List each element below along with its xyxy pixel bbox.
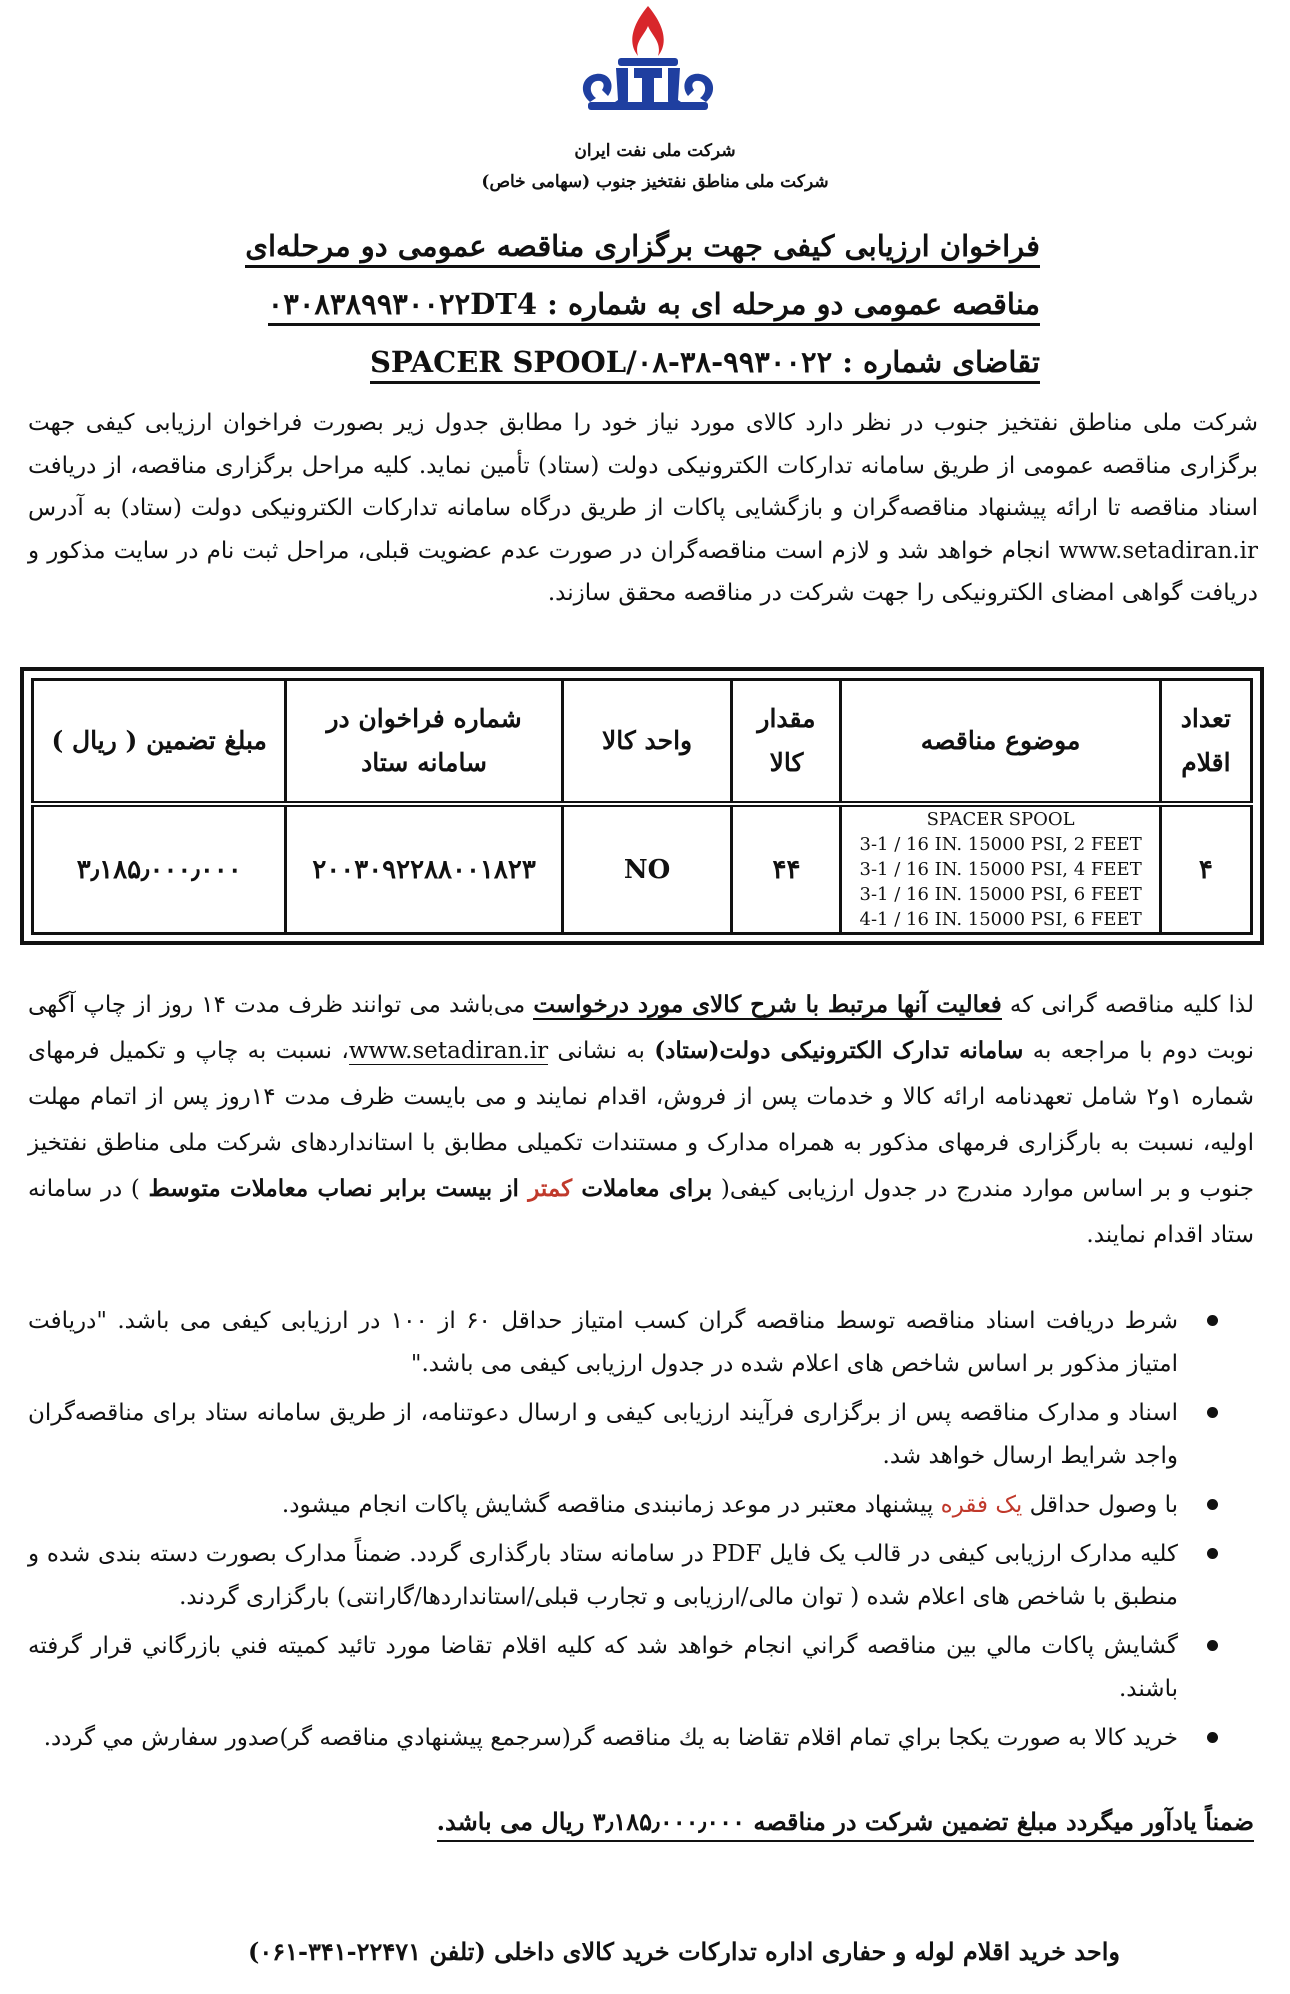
bullet-icon [1207,1315,1218,1326]
col-header-setad-number: شماره فراخوان در سامانه ستاد [286,680,562,805]
subject-item: 3-1 / 16 IN. 15000 PSI, 4 FEET [859,859,1142,880]
bullet-icon [1207,1732,1218,1743]
subject-title: SPACER SPOOL [926,809,1075,830]
body-setad-link[interactable]: www.setadiran.ir [348,1038,549,1064]
list-item: گشايش پاكات مالي بين مناقصه گراني انجام خواهد شد كه كليه اقلام تقاضا مورد تائيد كميته فني بازرگاني قرار گرفته باشند. [28,1625,1218,1711]
purchasing-unit-contact: واحد خرید اقلام لوله و حفاری اداره تدارکات خرید کالای داخلی (تلفن ۲۲۴۷۱-۳۴۱-۰۶۱) [247,1937,1120,1966]
bullet-icon [1207,1499,1218,1510]
intro-text-2: انجام خواهد شد و لازم است مناقصه‌گران در صورت عدم عضویت قبلی، مراحل ثبت نام در سایت مذکور و دریافت گواهی امضای الکترونیکی را جهت شرکت در مناقصه محقق سازند. [28,537,1258,606]
list-item: با وصول حداقل یک فقره پیشنهاد معتبر در موعد زمانبندی مناقصه گشایش پاکات انجام میشود. [28,1484,1218,1527]
tender-number-line [268,286,1040,322]
cell-guarantee: ۳٫۱۸۵٫۰۰۰٫۰۰۰ [33,804,286,934]
col-header-unit: واحد کالا [562,680,732,805]
setad-link[interactable]: www.setadiran.ir [1058,537,1258,564]
bullet-icon [1207,1407,1218,1418]
list-item: کلیه مدارک ارزیابی کیفی در قالب یک فایل PDF در سامانه ستاد بارگذاری گردد. ضمناً مدارک بصورت دسته بندی شده و منطبق با شاخص های اعلام شده ( توان مالی/ارزیابی و تجارب قبلی/استانداردها/گارانتی) بارگزاری گردند. [28,1533,1218,1619]
intro-text-1: شرکت ملی مناطق نفتخیز جنوب در نظر دارد کالای مورد نیاز خود را مطابق جدول زیر بصورت فراخوان ارزیابی کیفی جهت برگزاری مناقصه عمومی از طریق سامانه تدارکات الکترونیکی دولت (ستاد) تأمین نماید. کلیه مراحل برگزاری مناقصه، از دریافت اسناد مناقصه تا ارائه پیشنهاد مناقصه‌گران و بازگشایی پاکات از طریق درگاه سامانه تدارکات الکترونیکی دولت (ستاد) به آدرس [28,410,1258,521]
list-item: اسناد و مدارک مناقصه پس از برگزاری فرآیند ارزیابی کیفی و ارسال دعوتنامه، از طریق سامانه ستاد برای مناقصه‌گران واجد شرایط ارسال خواهد شد. [28,1392,1218,1478]
body-less-than: کمتر [528,1175,573,1202]
col-header-quantity: مقدار کالا [732,680,841,805]
request-number-label: تقاضای شماره : [832,345,1040,379]
body-setad-system: سامانه تدارک الکترونیکی دولت(ستاد) [654,1037,1024,1064]
list-item: خريد كالا به صورت يكجا براي تمام اقلام تقاضا به يك مناقصه گر(سرجمع پيشنهادي مناقصه گر)صدور سفارش مي گردد. [28,1717,1218,1760]
list-item: شرط دریافت اسناد مناقصه توسط مناقصه گران کسب امتیاز حداقل ۶۰ از ۱۰۰ در ارزیابی کیفی می باشد. "دریافت امتیاز مذکور بر اساس شاخص های اعلام شده در جدول ارزیابی کیفی می باشد." [28,1300,1218,1386]
request-number-line [370,344,1040,380]
body-paragraph [28,982,1254,1258]
intro-paragraph [28,402,1258,615]
bullet-icon [1207,1640,1218,1651]
tender-number-label: مناقصه عمومی دو مرحله ای به شماره : [537,287,1040,321]
body-text-4: ، نسبت به چاپ و تکمیل فرمهای شماره ۱و۲ شامل تعهدنامه ارائه کالا و خدمات پس از فروش، اقدام نمایند و می بایست ظرف مدت ۱۴روز پس از اتمام مهلت اولیه، نسبت به بارگزاری فرمهای مذکور به همراه مدارک و مستندات تکمیلی مطابق با استانداردهای شرکت ملی مناطق نفتخیز جنوب و بر اساس موارد مندرج در جدول ارزیابی کیفی( [28,1038,1254,1202]
subject-item: 3-1 / 16 IN. 15000 PSI, 6 FEET [859,884,1142,905]
subject-item: 3-1 / 16 IN. 15000 PSI, 2 FEET [859,834,1142,855]
guarantee-reminder: ضمناً یادآور میگردد مبلغ تضمین شرکت در مناقصه ۳٫۱۸۵٫۰۰۰٫۰۰۰ ریال می باشد. [437,1807,1254,1842]
cell-unit: NO [562,804,732,934]
cell-subject [841,804,1160,934]
cell-count: ۴ [1160,804,1251,934]
nioc-flame-logo-icon [568,2,728,117]
subject-item: 4-1 / 16 IN. 15000 PSI, 6 FEET [859,909,1142,930]
col-header-subject: موضوع مناقصه [841,680,1160,805]
cell-setad-number: ۲۰۰۳۰۹۲۲۸۸۰۰۱۸۲۳ [286,804,562,934]
body-text-5: ) در سامانه ستاد اقدام نمایند. [28,1176,1254,1248]
table-header-row [33,680,1252,805]
body-text-3: به نشانی [548,1038,655,1064]
notice-title [245,228,1040,264]
tender-number: ۰۳۰۸۳۸۹۹۳۰۰۲۲DT4 [267,287,538,321]
body-threshold: از بیست برابر نصاب معاملات متوسط [148,1175,529,1202]
cell-quantity: ۴۴ [732,804,841,934]
one-offer-emphasis: یک فقره [940,1492,1023,1518]
bullet-icon [1207,1548,1218,1559]
body-transactions-label: برای معاملات [572,1175,713,1202]
notice-title-text: فراخوان ارزیابی کیفی جهت برگزاری مناقصه عمومی دو مرحله‌ای [245,229,1040,268]
body-text-1: لذا کلیه مناقصه گرانی که [1001,992,1254,1018]
conditions-list [28,1300,1218,1766]
org-subtitle: شرکت ملی مناطق نفتخیز جنوب (سهامی خاص) [481,172,829,192]
request-number: SPACER SPOOL/۰۸-۳۸-۹۹۳۰۰۲۲ [369,345,833,379]
table-row [33,804,1252,934]
col-header-guarantee: مبلغ تضمین ( ریال ) [33,680,286,805]
col-header-count: تعداد اقلام [1160,680,1251,805]
tender-table [31,678,1253,935]
body-activity-emphasis: فعالیت آنها مرتبط با شرح کالای مورد درخواست [533,991,1002,1018]
tender-table-frame [20,667,1264,945]
org-name: شرکت ملی نفت ایران [574,141,736,161]
body-text-2: می‌باشد می توانند ظرف مدت ۱۴ روز از چاپ آگهی نوبت دوم با مراجعه به [28,992,1255,1064]
